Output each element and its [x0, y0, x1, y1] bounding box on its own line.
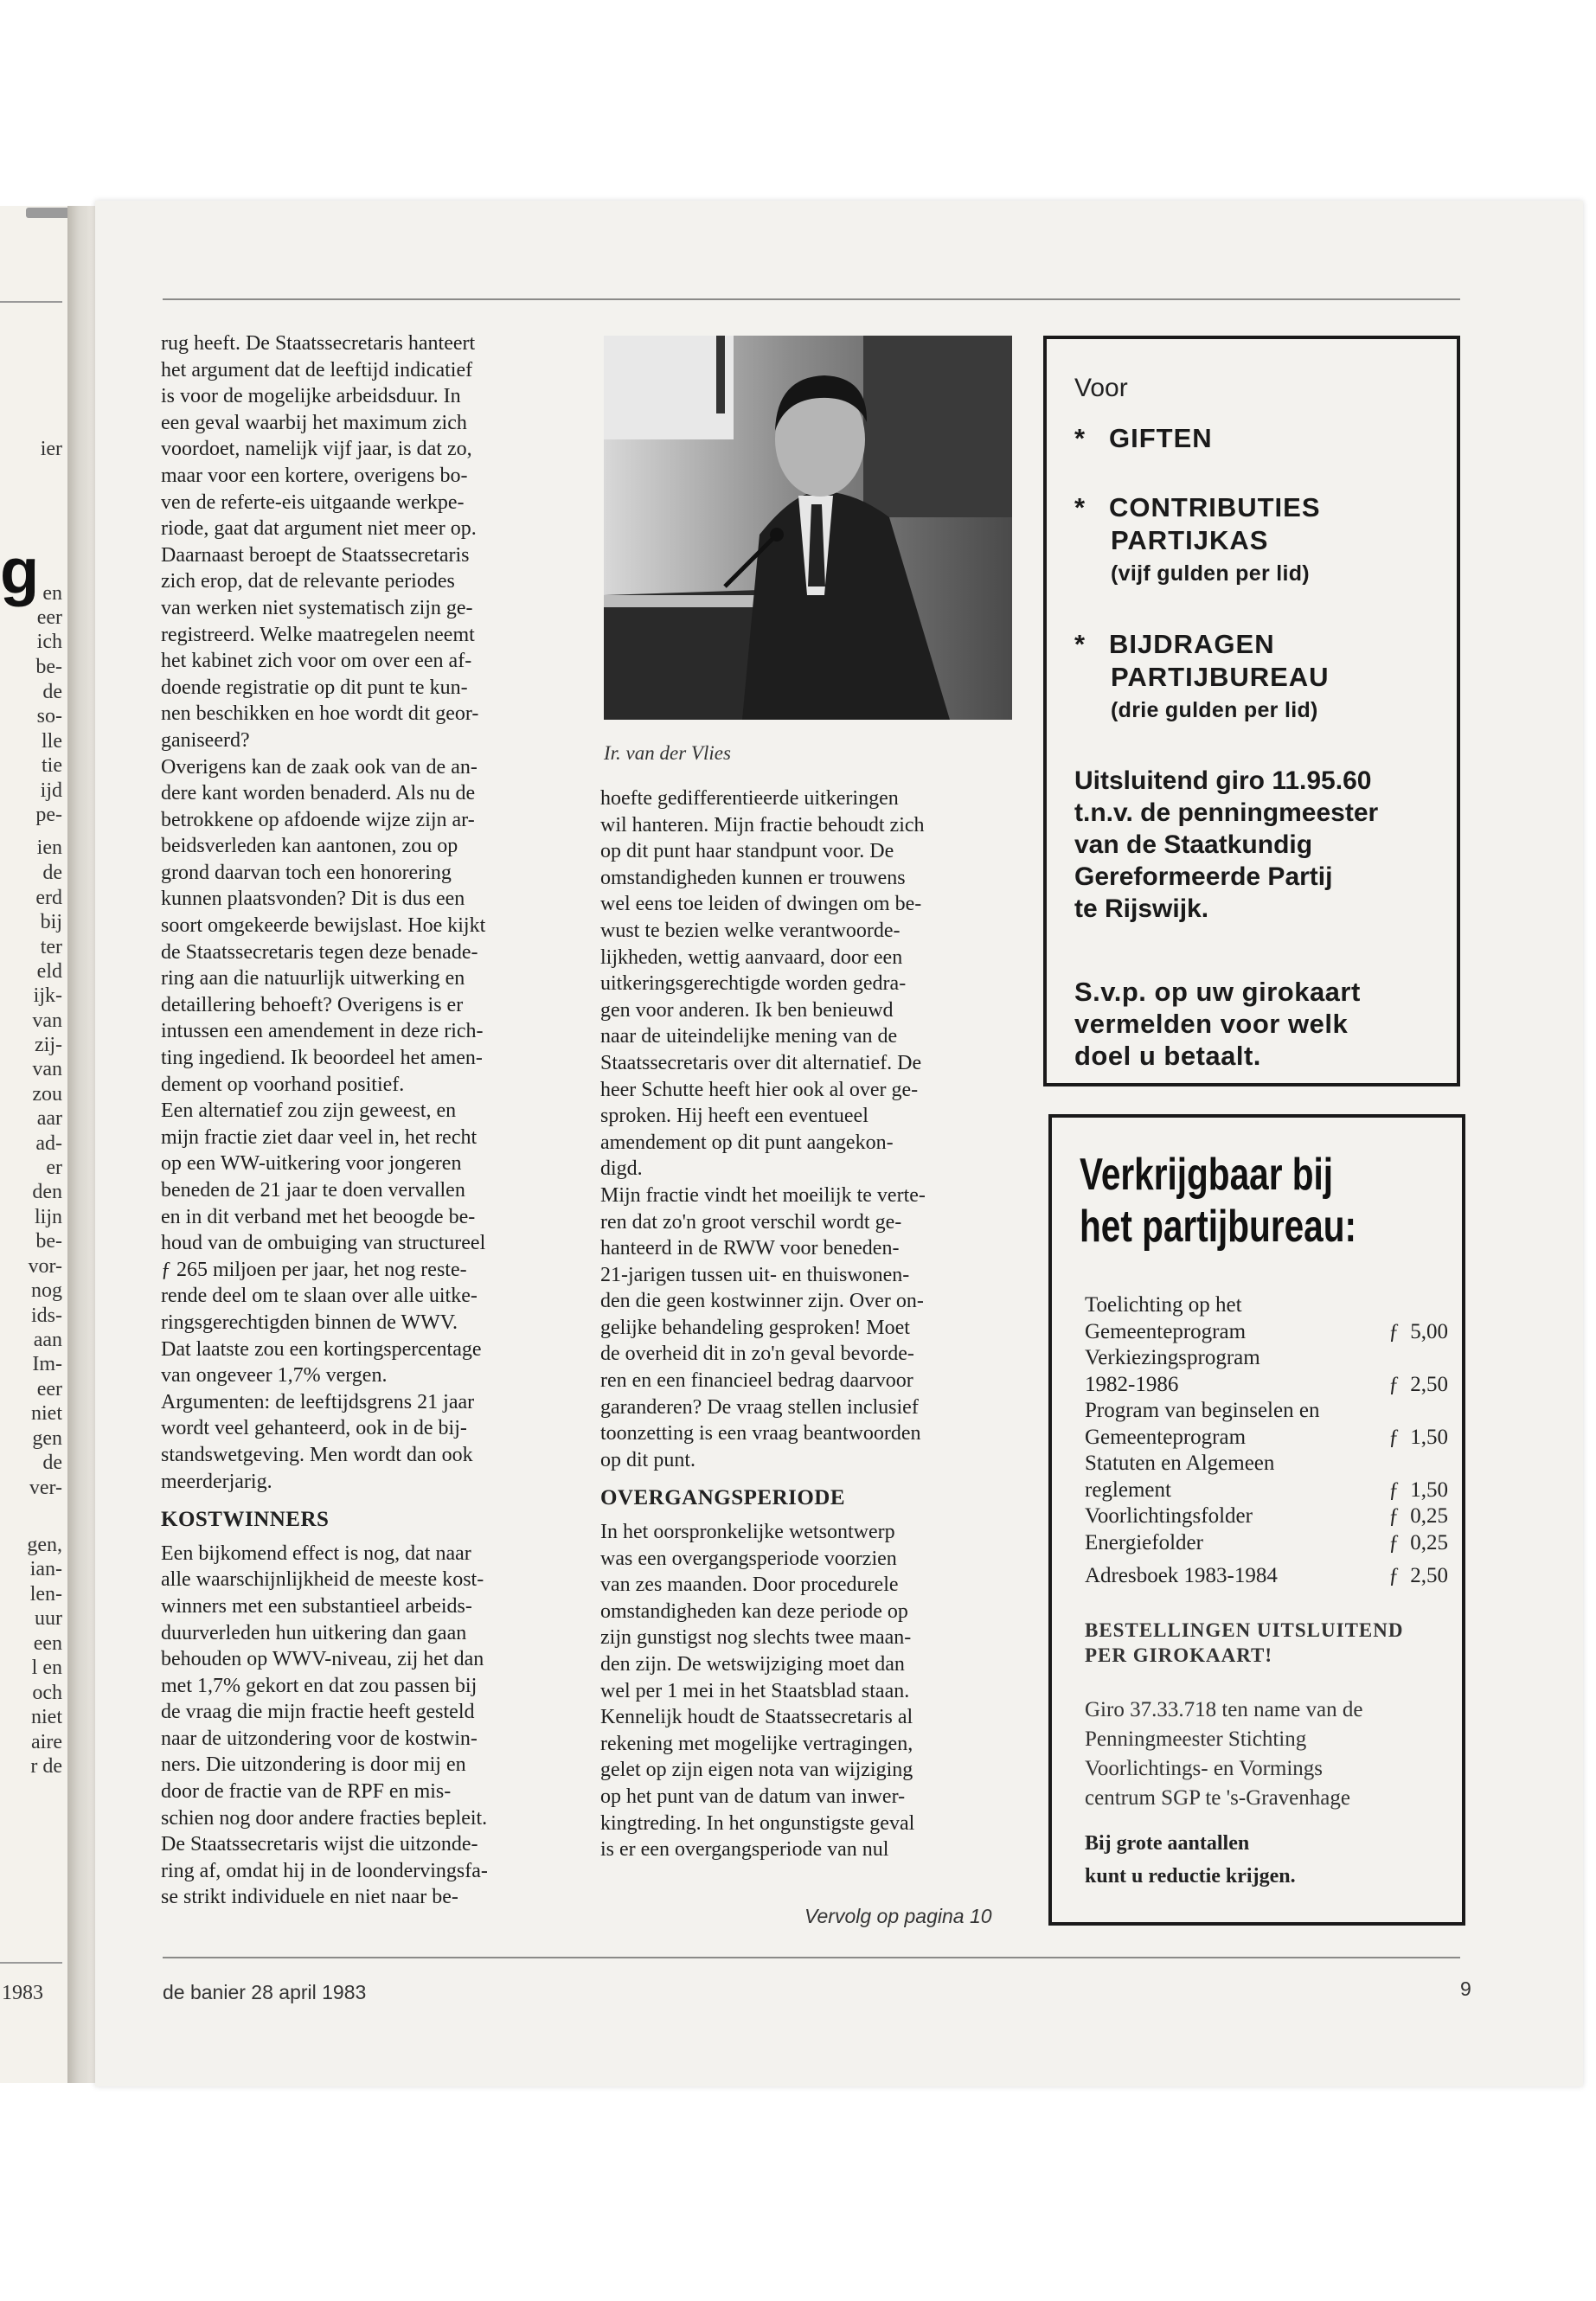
column-1-text-b	[161, 1541, 571, 1911]
text-line: Staatssecretaris over dit alternatief. De	[600, 1051, 922, 1074]
reduction-line: kunt u reductie krijgen.	[1085, 1865, 1296, 1888]
text-line: ganiseerd?	[161, 728, 250, 752]
text-line: winners met een substantieel arbeids-	[161, 1594, 472, 1618]
text-line: se strikt individuele en niet naar be-	[161, 1886, 458, 1909]
text-line: Overigens kan de zaak ook van de an-	[161, 755, 478, 779]
text-line: maar voor een kortere, overigens bo-	[161, 464, 468, 487]
text-line: garanderen? De vraag stellen inclusief	[600, 1395, 919, 1419]
text-line: uitkeringsgerechtigde worden gedra-	[600, 972, 907, 996]
donation-item-bijdragen: * BIJDRAGEN PARTIJBUREAU (drie gulden per lid)	[1074, 628, 1330, 727]
prev-page-fragment: zou	[32, 1083, 62, 1106]
text-line: lijkheden, wettig aanvaard, door een	[600, 945, 903, 969]
prev-page-fragment: be-	[35, 1230, 62, 1253]
giro-line: centrum SGP te 's-Gravenhage	[1085, 1786, 1350, 1810]
text-line: wust te bezien welke verantwoorde-	[600, 919, 901, 942]
section-heading-kostwinners: KOSTWINNERS	[161, 1508, 330, 1532]
column-2-text-b	[600, 1519, 1012, 1863]
page-number: 9	[1460, 1977, 1471, 2000]
prev-page-fragment: eer	[36, 1378, 62, 1400]
order-item	[1085, 1345, 1448, 1398]
prev-page-fragment: niet	[31, 1706, 62, 1728]
prev-page-fragment: so-	[36, 705, 62, 727]
text-line: voordoet, namelijk vijf jaar, is dat zo,	[161, 438, 472, 461]
text-line: op dit punt haar standpunt voor. De	[600, 840, 894, 863]
text-line: de vraag die mijn fractie heeft gesteld	[161, 1701, 475, 1724]
text-line: nen beschikken en hoe wordt dit geor-	[161, 702, 479, 726]
prev-page-fragment: gen	[32, 1427, 62, 1450]
prev-page-fragment: eld	[36, 960, 62, 983]
order-item-name: Program van beginselen en	[1085, 1399, 1320, 1422]
text-line: op dit punt.	[600, 1448, 696, 1471]
donation-note: (drie gulden per lid)	[1111, 698, 1318, 722]
text-line: ners. Die uitzondering is door mij en	[161, 1753, 466, 1777]
prev-page-fragment: l en	[31, 1657, 62, 1679]
text-line: beneden de 21 jaar te doen vervallen	[161, 1179, 465, 1202]
footer-rule	[163, 1957, 1460, 1958]
prev-page-fragment: den	[32, 1181, 62, 1203]
prev-page-fragment: lijn	[34, 1206, 62, 1228]
order-item-name: Gemeenteprogram	[1085, 1319, 1247, 1343]
text-line: registreerd. Welke maatregelen neemt	[161, 623, 475, 646]
prev-page-fragment: een	[33, 1632, 62, 1655]
text-line: met 1,7% gekort en dat zou passen bij	[161, 1674, 478, 1697]
text-line: De Staatssecretaris wijst die uitzonde-	[161, 1833, 478, 1856]
text-line: ringsgerechtigden binnen de WWV.	[161, 1311, 458, 1334]
svp-line: vermelden voor welk	[1074, 1009, 1349, 1039]
header-rule	[163, 298, 1460, 300]
text-line: detaillering behoeft? Overigens is er	[161, 993, 464, 1016]
prev-page-fragment: ver-	[29, 1477, 62, 1499]
prev-page-fragment: vor-	[28, 1255, 62, 1278]
donation-note: (vijf gulden per lid)	[1111, 561, 1310, 586]
text-line: behouden op WWV-niveau, zij het dan	[161, 1648, 484, 1671]
prev-page-fragment: de	[42, 862, 62, 884]
title-line: Verkrijgbaar bij	[1080, 1150, 1334, 1200]
prev-page-fragment: ich	[36, 631, 62, 653]
giro-line: Voorlichtings- en Vormings	[1085, 1757, 1324, 1780]
text-line: wil hanteren. Mijn fractie behoudt zich	[600, 813, 925, 836]
text-line: grond daarvan toch een honorering	[161, 861, 452, 884]
text-line: omstandigheden kunnen er trouwens	[600, 866, 906, 889]
instruction-line: BESTELLINGEN UITSLUITEND	[1085, 1619, 1404, 1641]
text-line: door de fractie van de RPF en mis-	[161, 1780, 452, 1804]
giro-line: Uitsluitend giro 11.95.60	[1074, 766, 1372, 795]
text-line: het argument dat de leeftijd indicatief	[161, 358, 473, 381]
order-item-name: Statuten en Algemeen	[1085, 1452, 1275, 1475]
text-line: ring aan die natuurlijk uitwerking en	[161, 967, 465, 990]
order-item-name: Adresboek 1983-1984	[1085, 1564, 1278, 1587]
text-line: rug heeft. De Staatssecretaris hanteert	[161, 332, 476, 355]
order-item	[1085, 1451, 1448, 1503]
giro-line: t.n.v. de penningmeester	[1074, 798, 1379, 827]
prev-page-fragment: lle	[42, 730, 62, 753]
text-line: een geval waarbij het maximum zich	[161, 411, 467, 434]
text-line: op een WW-uitkering voor jongeren	[161, 1152, 462, 1176]
title-line: het partijbureau:	[1080, 1202, 1357, 1252]
prev-page-fragment: be-	[35, 656, 62, 678]
giro-line: Penningmeester Stichting	[1085, 1727, 1307, 1751]
text-line: mijn fractie ziet daar veel in, het recht	[161, 1125, 478, 1149]
order-box-title	[1080, 1149, 1458, 1253]
text-line: gelijke behandeling gesproken! Moet	[600, 1316, 910, 1339]
text-line: ting ingediend. Ik beoordeel het amen-	[161, 1047, 483, 1070]
continued-on-page: Vervolg op pagina 10	[804, 1905, 992, 1927]
prev-page-fragment: Im-	[32, 1353, 62, 1375]
giro-line: Giro 37.33.718 ten name van de	[1085, 1698, 1363, 1721]
order-reduction-note	[1085, 1827, 1465, 1893]
bullet-star: *	[1074, 629, 1086, 659]
text-line: wordt veel gehanteerd, ook in de bij-	[161, 1417, 467, 1440]
text-line: ren dat zo'n groot verschil wordt ge-	[600, 1210, 902, 1234]
text-line: sproken. Hij heeft een eventueel	[600, 1105, 869, 1128]
text-line: soort omgekeerde bewijslast. Hoe kijkt	[161, 914, 486, 938]
prev-page-fragment: eer	[36, 606, 62, 629]
order-giro-text	[1085, 1695, 1465, 1813]
text-line: 21-jarigen tussen uit- en thuiswonen-	[600, 1263, 910, 1286]
text-line: Mijn fractie vindt het moeilijk te verte-	[600, 1183, 926, 1207]
footer-publication-date: de banier 28 april 1983	[163, 1981, 367, 2003]
prev-page-fragment: aire	[31, 1731, 62, 1753]
section-heading-overgangsperiode: OVERGANGSPERIODE	[600, 1486, 846, 1510]
text-line: den zijn. De wetswijziging moet dan	[600, 1653, 905, 1676]
text-line: en in dit verband met het beoogde be-	[161, 1205, 476, 1228]
text-line: wel per 1 mei in het Staatsblad staan.	[600, 1679, 910, 1702]
prev-page-fragment: r de	[30, 1755, 62, 1778]
order-item	[1085, 1398, 1448, 1451]
text-line: gelet op zijn eigen nota van wijziging	[600, 1759, 913, 1782]
prev-page-fragment: nog	[31, 1279, 62, 1302]
text-line: amendement op dit punt aangekon-	[600, 1131, 894, 1154]
order-item-name: reglement	[1085, 1477, 1171, 1502]
text-line: ven de referte-eis uitgaande werkpe-	[161, 490, 465, 514]
text-line: de Staatssecretaris tegen deze benade-	[161, 940, 478, 964]
order-item-name: Energiefolder	[1085, 1530, 1203, 1554]
article-column-1	[161, 330, 571, 1911]
svp-line: doel u betaalt.	[1074, 1041, 1261, 1071]
order-item-name: Toelichting op het	[1085, 1293, 1242, 1317]
text-line: schien nog door andere fracties bepleit.	[161, 1806, 488, 1830]
prev-page-fragment: van	[32, 1058, 62, 1080]
svp-line: S.v.p. op uw girokaart	[1074, 977, 1361, 1007]
donations-giro-text	[1074, 765, 1446, 925]
text-line: kingtreding. In het ongunstigste geval	[600, 1811, 915, 1835]
text-line: den die geen kostwinner zijn. Over on-	[600, 1290, 924, 1313]
order-item	[1085, 1292, 1448, 1345]
prev-page-fragment: ian-	[29, 1558, 62, 1580]
text-line: ren en een financieel bedrag daarvoor	[600, 1369, 913, 1393]
text-line: Kennelijk houdt de Staatssecretaris al	[600, 1706, 913, 1729]
prev-page-fragment: de	[42, 681, 62, 703]
prev-page-fragment: len-	[29, 1583, 62, 1606]
prev-page-fragment: ijk-	[33, 984, 62, 1007]
article-column-2	[600, 785, 1012, 1863]
text-line: is er een overgangsperiode van nul	[600, 1838, 889, 1862]
prev-page-fragment: tie	[42, 754, 62, 777]
prev-page-fragment: ijd	[40, 779, 62, 802]
donations-svp-text	[1074, 976, 1446, 1072]
prev-page-fragment: ter	[40, 936, 62, 958]
bullet-star: *	[1074, 492, 1086, 522]
text-line: standswetgeving. Men wordt dan ook	[161, 1443, 473, 1466]
text-line: van zes maanden. Door procedurele	[600, 1574, 899, 1597]
text-line: houd van de ombuiging van structureel	[161, 1232, 486, 1255]
order-item	[1085, 1530, 1448, 1557]
prev-page-fragment: ad-	[35, 1132, 62, 1155]
text-line: Een alternatief zou zijn geweest, en	[161, 1099, 457, 1123]
prev-page-fragment: ier	[40, 438, 62, 460]
text-line: In het oorspronkelijke wetsontwerp	[600, 1521, 895, 1544]
prev-page-fragment: zij-	[35, 1034, 62, 1056]
prev-page-fragment: en	[42, 582, 62, 605]
order-box	[1048, 1114, 1465, 1926]
order-item-name: Voorlichtingsfolder	[1085, 1504, 1253, 1528]
binder-spine	[67, 206, 95, 2083]
order-item-price: ƒ 1,50	[1388, 1425, 1448, 1449]
order-item-price: ƒ 0,25	[1388, 1530, 1448, 1554]
donation-item-giften: * GIFTEN	[1074, 423, 1213, 453]
prev-page-fragment: er	[46, 1157, 62, 1179]
bullet-star: *	[1074, 423, 1086, 453]
text-line: dement op voorhand positief.	[161, 1073, 405, 1096]
text-line: doende registratie op dit punt te kun-	[161, 676, 468, 699]
order-item-name: Verkiezingsprogram	[1085, 1346, 1260, 1369]
text-line: van ongeveer 1,7% vergen.	[161, 1364, 388, 1388]
text-line: Argumenten: de leeftijdsgrens 21 jaar	[161, 1390, 475, 1413]
text-line: heer Schutte heeft hier ook al over ge-	[600, 1078, 919, 1101]
text-line: gen voor anderen. Ik ben benieuwd	[600, 998, 894, 1022]
text-line: ƒ 265 miljoen per jaar, het nog reste-	[161, 1258, 467, 1281]
prev-page-big-letter: g	[0, 535, 40, 607]
text-line: toonzetting is een vraag beantwoorden	[600, 1422, 921, 1445]
text-line: naar de uiteindelijke mening van de	[600, 1025, 898, 1048]
prev-page-fragment: van	[32, 1009, 62, 1032]
text-line: was een overgangsperiode voorzien	[600, 1547, 897, 1570]
prev-page-fragment: ien	[36, 836, 62, 859]
text-line: kunnen plaatsvonden? Dit is dus een	[161, 888, 465, 911]
text-line: wel eens toe leiden of dwingen om be-	[600, 893, 922, 916]
donation-item-contributies: * CONTRIBUTIES PARTIJKAS (vijf gulden per lid)	[1074, 491, 1321, 590]
prev-page-fragment: och	[32, 1682, 62, 1704]
order-item-price: ƒ 2,50	[1388, 1564, 1448, 1587]
text-line: is voor de mogelijke arbeidsduur. In	[161, 385, 461, 408]
text-line: digd.	[600, 1157, 643, 1181]
text-line: betrokkene op afdoende wijze zijn ar-	[161, 808, 475, 831]
giro-line: Gereformeerde Partij	[1074, 862, 1333, 891]
prev-page-rule-bottom	[0, 1962, 62, 1964]
text-line: meerderjarig.	[161, 1470, 272, 1493]
order-item-price: ƒ 1,50	[1388, 1477, 1448, 1502]
text-line: naar de uitzondering voor de kostwin-	[161, 1727, 478, 1750]
prev-page-fragment: uur	[35, 1607, 62, 1630]
giro-line: te Rijswijk.	[1074, 894, 1209, 923]
text-line: rekening met mogelijke vertragingen,	[600, 1732, 913, 1755]
speaker-photo	[604, 336, 1012, 720]
prev-page-fragment: ids-	[31, 1304, 62, 1327]
order-item-name: Gemeenteprogram	[1085, 1425, 1247, 1449]
prev-page-rule-top	[0, 301, 62, 303]
text-line: intussen een amendement in deze rich-	[161, 1020, 484, 1043]
prev-page-fragment: erd	[35, 887, 62, 909]
prev-page-fragment: niet	[31, 1402, 62, 1425]
donations-box-voor: Voor	[1074, 374, 1128, 402]
text-line: Een bijkomend effect is nog, dat naar	[161, 1541, 471, 1565]
column-1-text-a	[161, 330, 571, 1495]
text-line: rende deel om te slaan over alle uitke-	[161, 1285, 478, 1308]
order-instructions	[1085, 1618, 1465, 1668]
order-item	[1085, 1563, 1448, 1590]
text-line: riode, gaat dat argument niet meer op.	[161, 517, 477, 541]
photo-caption: Ir. van der Vlies	[604, 742, 731, 764]
prev-page-fragment: de	[42, 1452, 62, 1474]
prev-page-fragment: bij	[40, 911, 62, 933]
previous-page-edge	[0, 206, 69, 2083]
text-line: zijn gunstigst nog slechts twee maan-	[600, 1626, 912, 1650]
text-line: het kabinet zich voor om over een af-	[161, 650, 472, 673]
text-line: van werken niet systematisch zijn ge-	[161, 596, 473, 619]
order-item-name: 1982-1986	[1085, 1372, 1179, 1396]
text-line: hanteerd in de RWW voor beneden-	[600, 1237, 900, 1260]
prev-page-fragment: aan	[33, 1329, 62, 1351]
column-2-text-a	[600, 785, 1012, 1473]
text-line: dere kant worden benaderd. Als nu de	[161, 782, 476, 805]
prev-page-fragment: gen,	[27, 1534, 62, 1556]
order-item-price: ƒ 2,50	[1388, 1372, 1448, 1396]
text-line: beidsverleden kan aantonen, zou op	[161, 835, 458, 858]
text-line: omstandigheden kan deze periode op	[600, 1599, 908, 1623]
giro-line: van de Staatkundig	[1074, 830, 1313, 859]
instruction-line: PER GIROKAART!	[1085, 1644, 1273, 1666]
text-line: duurverleden hun uitkering dan gaan	[161, 1621, 467, 1644]
prev-page-fragment: pe-	[35, 804, 62, 826]
text-line: ring af, omdat hij in de loondervingsfa-	[161, 1859, 488, 1882]
donations-box	[1043, 336, 1460, 1086]
prev-page-fragment: aar	[36, 1107, 62, 1130]
photo-illustration	[604, 336, 1012, 720]
text-line: alle waarschijnlijkheid de meeste kost-	[161, 1568, 484, 1592]
text-line: hoefte gedifferentieerde uitkeringen	[600, 787, 899, 810]
prev-page-year: 1983	[2, 1982, 43, 2004]
text-line: zich erop, dat de relevante periodes	[161, 570, 455, 593]
reduction-line: Bij grote aantallen	[1085, 1832, 1250, 1855]
order-item-price: ƒ 5,00	[1388, 1319, 1448, 1343]
text-line: de overheid dit in zo'n geval bevorde-	[600, 1343, 914, 1366]
text-line: op het punt van de datum van inwer-	[600, 1785, 906, 1808]
order-item-price: ƒ 0,25	[1388, 1504, 1448, 1528]
text-line: Dat laatste zou een kortingspercentage	[161, 1337, 482, 1361]
order-item	[1085, 1503, 1448, 1530]
text-line: Daarnaast beroept de Staatssecretaris	[161, 543, 470, 567]
order-price-list	[1085, 1292, 1448, 1590]
